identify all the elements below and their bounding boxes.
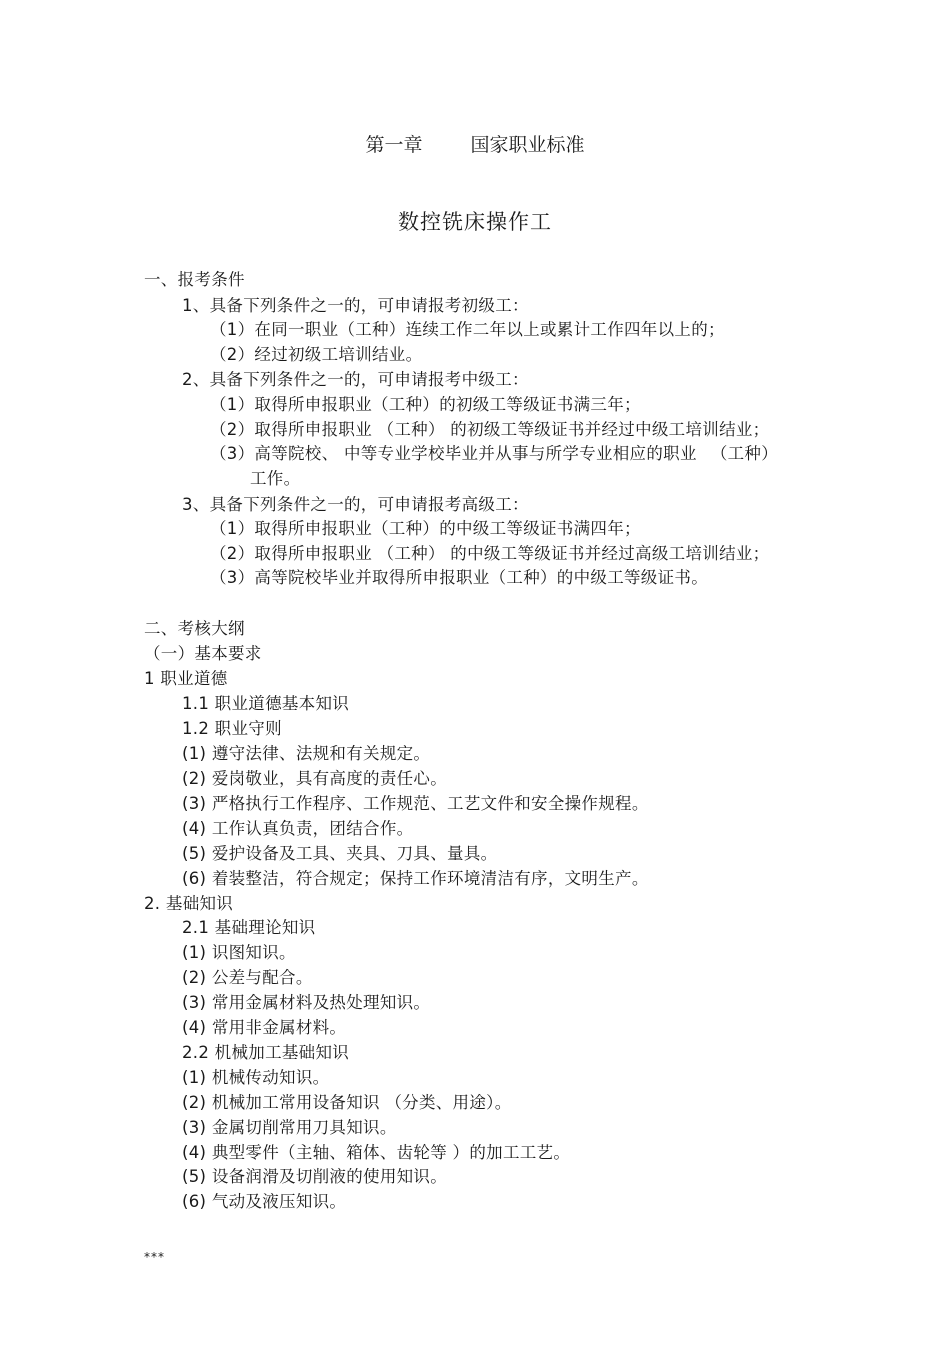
chapter-label: 第一章 xyxy=(365,134,423,156)
page-footer-mark: *** xyxy=(144,1250,165,1264)
text-line: (1) 机械传动知识。 xyxy=(182,1068,330,1087)
text-line: (3) 常用金属材料及热处理知识。 xyxy=(182,993,431,1012)
text-line: （2）取得所申报职业 （工种） 的初级工等级证书并经过中级工培训结业； xyxy=(210,420,770,439)
text-line: (4) 工作认真负责，团结合作。 xyxy=(182,819,414,838)
text-line: 1.1 职业道德基本知识 xyxy=(182,694,350,713)
text-line: 2.1 基础理论知识 xyxy=(182,918,316,937)
text-line: （1）取得所申报职业（工种）的初级工等级证书满三年； xyxy=(210,395,641,414)
text-line: （1）在同一职业（工种）连续工作二年以上或累计工作四年以上的； xyxy=(210,320,725,339)
text-line: (5) 设备润滑及切削液的使用知识。 xyxy=(182,1167,448,1186)
text-line: （3）高等院校、 中等专业学校毕业并从事与所学专业相应的职业 （工种） xyxy=(210,444,779,463)
text-line: 1 职业道德 xyxy=(144,669,228,688)
text-line: （1）取得所申报职业（工种）的中级工等级证书满四年； xyxy=(210,519,641,538)
text-line: 1、具备下列条件之一的，可申请报考初级工： xyxy=(182,296,529,315)
chapter-heading xyxy=(0,130,950,157)
text-line: 2.2 机械加工基础知识 xyxy=(182,1043,350,1062)
text-line: (5) 爱护设备及工具、夹具、刀具、量具。 xyxy=(182,844,498,863)
text-line: 一、报考条件 xyxy=(144,270,245,289)
text-line: (4) 典型零件（主轴、箱体、齿轮等 ）的加工工艺。 xyxy=(182,1143,571,1162)
text-line: （一）基本要求 xyxy=(144,644,262,663)
text-line: (6) 着装整洁，符合规定；保持工作环境清洁有序，文明生产。 xyxy=(182,869,649,888)
document-title: 数控铣床操作工 xyxy=(398,210,552,234)
text-line: (1) 遵守法律、法规和有关规定。 xyxy=(182,744,431,763)
chapter-name: 国家职业标准 xyxy=(470,134,585,156)
text-line: 1.2 职业守则 xyxy=(182,719,282,738)
text-line: (3) 金属切削常用刀具知识。 xyxy=(182,1118,397,1137)
text-line: (2) 机械加工常用设备知识 （分类、用途）。 xyxy=(182,1093,512,1112)
text-line: (1) 识图知识。 xyxy=(182,943,296,962)
text-line: （2）取得所申报职业 （工种） 的中级工等级证书并经过高级工培训结业； xyxy=(210,544,770,563)
text-line: (2) 公差与配合。 xyxy=(182,968,313,987)
text-line: 2. 基础知识 xyxy=(144,894,234,913)
text-line: (4) 常用非金属材料。 xyxy=(182,1018,347,1037)
text-line: 3、具备下列条件之一的，可申请报考高级工： xyxy=(182,495,529,514)
text-line: 二、考核大纲 xyxy=(144,619,245,638)
text-line: (2) 爱岗敬业，具有高度的责任心。 xyxy=(182,769,448,788)
text-line: （3）高等院校毕业并取得所申报职业（工种）的中级工等级证书。 xyxy=(210,568,708,587)
text-line: （2）经过初级工培训结业。 xyxy=(210,345,423,364)
text-line: 2、具备下列条件之一的，可申请报考中级工： xyxy=(182,370,529,389)
text-line: (3) 严格执行工作程序、工作规范、工艺文件和安全操作规程。 xyxy=(182,794,649,813)
text-line: 工作。 xyxy=(250,469,301,488)
text-line: (6) 气动及液压知识。 xyxy=(182,1192,347,1211)
